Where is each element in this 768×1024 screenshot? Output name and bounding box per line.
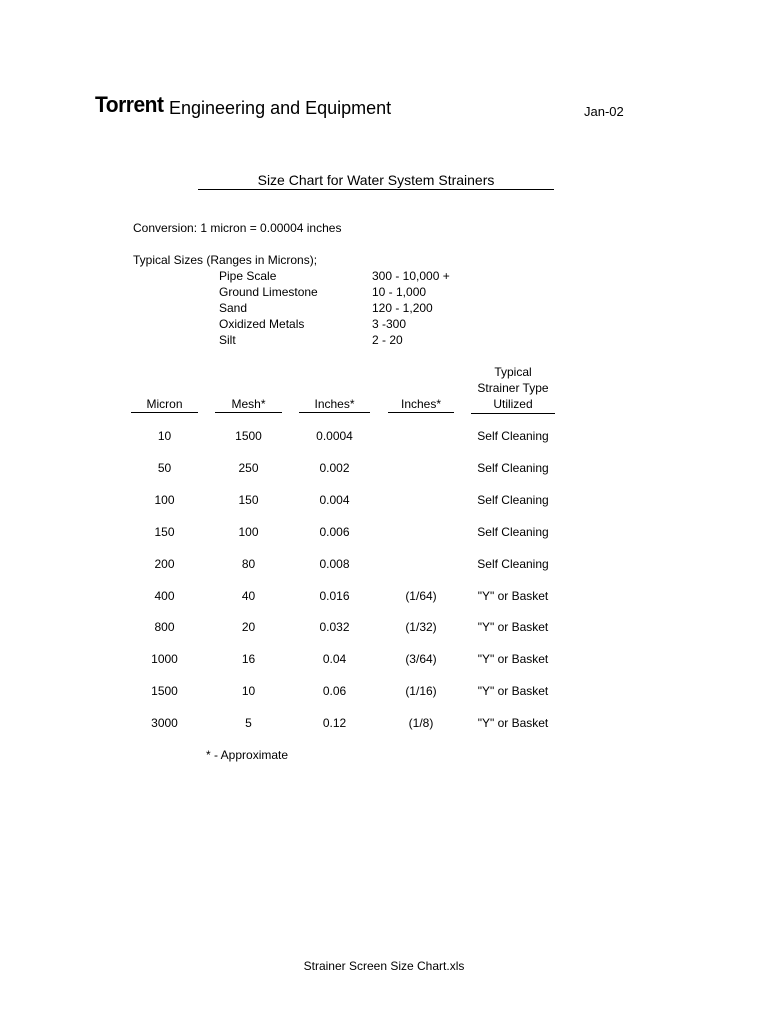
material-name: Oxidized Metals [219,317,305,331]
cell-strainer-type: Self Cleaning [477,525,549,539]
cell-strainer-type: Self Cleaning [477,557,549,571]
cell-strainer-type: Self Cleaning [477,493,549,507]
column-header-inches: Inches* [299,397,370,413]
material-range: 3 -300 [372,317,407,331]
cell-micron: 100 [154,493,175,507]
cell-mesh: 5 [245,716,252,730]
cell-mesh: 250 [238,461,259,475]
cell-inches: 0.008 [319,557,350,571]
cell-mesh: 16 [241,652,256,666]
cell-strainer-type: Self Cleaning [477,461,549,475]
cell-inches: 0.04 [322,652,347,666]
cell-inches: 0.06 [322,684,347,698]
cell-strainer-type: "Y" or Basket [477,620,549,634]
column-header-inches-fraction: Inches* [388,397,454,413]
cell-micron: 1500 [151,684,178,698]
typical-sizes-heading: Typical Sizes (Ranges in Microns); [133,253,318,267]
material-name: Silt [219,333,236,347]
material-name: Ground Limestone [219,285,318,299]
cell-mesh: 80 [241,557,256,571]
material-name: Sand [219,301,248,315]
cell-inches: 0.016 [319,589,350,603]
material-range: 120 - 1,200 [372,301,433,315]
cell-mesh: 40 [241,589,256,603]
cell-inches: 0.002 [319,461,350,475]
footnote: * - Approximate [206,748,289,762]
material-range: 2 - 20 [372,333,403,347]
cell-strainer-type: "Y" or Basket [477,589,549,603]
material-range: 300 - 10,000 + [372,269,450,283]
cell-micron: 3000 [151,716,178,730]
document-date: Jan-02 [584,104,624,119]
cell-micron: 200 [154,557,175,571]
chart-title: Size Chart for Water System Strainers [198,172,554,190]
cell-strainer-type: Self Cleaning [477,429,549,443]
column-header-micron: Micron [131,397,198,413]
conversion-note: Conversion: 1 micron = 0.00004 inches [133,221,342,235]
cell-micron: 1000 [151,652,178,666]
column-header-strainer-type-line2: Strainer Type [477,381,549,395]
cell-strainer-type: "Y" or Basket [477,716,549,730]
cell-micron: 10 [157,429,172,443]
column-header-mesh: Mesh* [215,397,282,413]
brand-logo-text: Torrent [95,93,164,118]
cell-inches: 0.006 [319,525,350,539]
cell-inches-fraction: (1/64) [405,589,437,603]
material-name: Pipe Scale [219,269,277,283]
cell-mesh: 1500 [235,429,262,443]
material-range: 10 - 1,000 [372,285,427,299]
company-name: Engineering and Equipment [169,98,392,118]
column-header-strainer-type-line1: Typical [494,365,532,379]
cell-micron: 150 [154,525,175,539]
cell-inches: 0.12 [322,716,347,730]
cell-inches: 0.004 [319,493,350,507]
cell-mesh: 100 [238,525,259,539]
column-header-strainer-type [471,364,555,414]
cell-inches-fraction: (1/8) [408,716,434,730]
cell-strainer-type: "Y" or Basket [477,684,549,698]
cell-inches-fraction: (3/64) [405,652,437,666]
cell-strainer-type: "Y" or Basket [477,652,549,666]
cell-micron: 50 [157,461,172,475]
cell-inches-fraction: (1/16) [405,684,437,698]
cell-micron: 800 [154,620,175,634]
cell-inches-fraction: (1/32) [405,620,437,634]
cell-micron: 400 [154,589,175,603]
column-header-strainer-type-line3: Utilized [471,396,555,414]
cell-inches: 0.032 [319,620,350,634]
cell-mesh: 150 [238,493,259,507]
cell-mesh: 10 [241,684,256,698]
cell-mesh: 20 [241,620,256,634]
footer-filename: Strainer Screen Size Chart.xls [303,959,465,973]
cell-inches: 0.0004 [316,429,353,443]
